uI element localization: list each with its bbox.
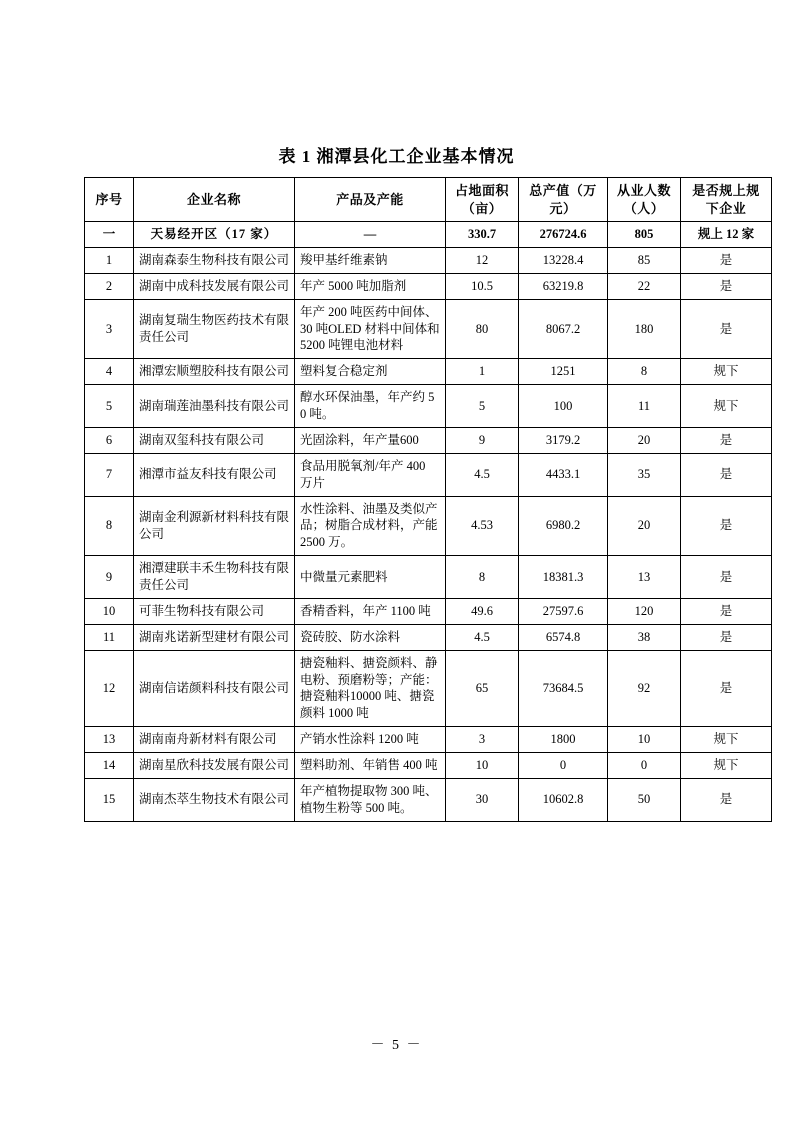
cell-product: 光固涂料，年产量600	[295, 427, 446, 453]
cell-product: 年产植物提取物 300 吨、植物生粉等 500 吨。	[295, 778, 446, 821]
table-row	[85, 427, 772, 453]
table-row	[85, 650, 772, 727]
cell-area: 1	[446, 359, 519, 385]
cell-scale: 是	[681, 556, 772, 599]
cell-product: 搪瓷釉料、搪瓷颜料、静电粉、预磨粉等；产能：搪瓷釉料10000 吨、搪瓷颜料 1000 吨	[295, 650, 446, 727]
cell-name: 湘潭宏顺塑胶科技有限公司	[134, 359, 295, 385]
table-row	[85, 598, 772, 624]
cell-employees: 180	[608, 299, 681, 359]
cell-output-value: 13228.4	[519, 247, 608, 273]
cell-area: 10	[446, 753, 519, 779]
cell-output-value: 3179.2	[519, 427, 608, 453]
cell-product: 羧甲基纤维素钠	[295, 247, 446, 273]
cell-product: 产销水性涂料 1200 吨	[295, 727, 446, 753]
cell-employees: 10	[608, 727, 681, 753]
cell-product: 香精香料，年产 1100 吨	[295, 598, 446, 624]
cell-output-value: 276724.6	[519, 222, 608, 248]
column-header-area: 占地面积（亩）	[446, 178, 519, 222]
cell-scale: 规下	[681, 385, 772, 428]
table-header-row	[85, 178, 772, 222]
cell-serial: 13	[85, 727, 134, 753]
cell-product: 塑料助剂、年销售 400 吨	[295, 753, 446, 779]
table-row	[85, 778, 772, 821]
cell-product: 年产 5000 吨加脂剂	[295, 273, 446, 299]
table-row	[85, 753, 772, 779]
cell-product: 中微量元素肥料	[295, 556, 446, 599]
cell-scale: 是	[681, 778, 772, 821]
cell-area: 10.5	[446, 273, 519, 299]
cell-scale: 是	[681, 247, 772, 273]
cell-employees: 50	[608, 778, 681, 821]
cell-employees: 13	[608, 556, 681, 599]
cell-employees: 805	[608, 222, 681, 248]
cell-employees: 35	[608, 453, 681, 496]
cell-output-value: 1800	[519, 727, 608, 753]
column-header-enterprise-name: 企业名称	[134, 178, 295, 222]
cell-output-value: 8067.2	[519, 299, 608, 359]
cell-area: 5	[446, 385, 519, 428]
cell-serial: 8	[85, 496, 134, 556]
cell-serial: 6	[85, 427, 134, 453]
cell-output-value: 100	[519, 385, 608, 428]
enterprise-table	[84, 177, 772, 822]
cell-scale: 是	[681, 624, 772, 650]
column-header-product-capacity: 产品及产能	[295, 178, 446, 222]
cell-scale: 是	[681, 598, 772, 624]
cell-employees: 20	[608, 496, 681, 556]
cell-output-value: 27597.6	[519, 598, 608, 624]
cell-scale: 是	[681, 453, 772, 496]
cell-scale: 是	[681, 650, 772, 727]
table-row	[85, 453, 772, 496]
cell-product: 醇水环保油墨，年产约 50 吨。	[295, 385, 446, 428]
cell-output-value: 1251	[519, 359, 608, 385]
cell-area: 4.5	[446, 624, 519, 650]
table-body	[85, 222, 772, 822]
cell-employees: 120	[608, 598, 681, 624]
cell-output-value: 6574.8	[519, 624, 608, 650]
cell-name: 湖南森泰生物科技有限公司	[134, 247, 295, 273]
table-row	[85, 273, 772, 299]
cell-scale: 是	[681, 496, 772, 556]
cell-output-value: 0	[519, 753, 608, 779]
cell-name: 湖南金利源新材料科技有限公司	[134, 496, 295, 556]
cell-name: 湖南复瑞生物医药技术有限责任公司	[134, 299, 295, 359]
cell-name: 湖南星欣科技发展有限公司	[134, 753, 295, 779]
cell-area: 330.7	[446, 222, 519, 248]
cell-output-value: 10602.8	[519, 778, 608, 821]
cell-serial: 11	[85, 624, 134, 650]
cell-employees: 38	[608, 624, 681, 650]
cell-scale: 规下	[681, 727, 772, 753]
table-row	[85, 496, 772, 556]
cell-area: 8	[446, 556, 519, 599]
table-row	[85, 385, 772, 428]
table-row	[85, 359, 772, 385]
cell-serial: 2	[85, 273, 134, 299]
column-header-output-value: 总产值（万元）	[519, 178, 608, 222]
cell-area: 30	[446, 778, 519, 821]
cell-name: 可菲生物科技有限公司	[134, 598, 295, 624]
cell-serial: 14	[85, 753, 134, 779]
cell-name: 湘潭市益友科技有限公司	[134, 453, 295, 496]
cell-output-value: 18381.3	[519, 556, 608, 599]
cell-name: 天易经开区（17 家）	[134, 222, 295, 248]
table-row	[85, 247, 772, 273]
cell-area: 49.6	[446, 598, 519, 624]
cell-name: 湖南信诺颜料科技有限公司	[134, 650, 295, 727]
cell-product: 食品用脱氧剂/年产 400 万片	[295, 453, 446, 496]
table-header	[85, 178, 772, 222]
column-header-serial: 序号	[85, 178, 134, 222]
cell-serial: 9	[85, 556, 134, 599]
cell-scale: 规上 12 家	[681, 222, 772, 248]
table-row	[85, 222, 772, 248]
cell-serial: 3	[85, 299, 134, 359]
cell-area: 4.5	[446, 453, 519, 496]
cell-employees: 85	[608, 247, 681, 273]
cell-area: 12	[446, 247, 519, 273]
table-row	[85, 299, 772, 359]
cell-product: 水性涂料、油墨及类似产品；树脂合成材料，产能 2500 万。	[295, 496, 446, 556]
cell-output-value: 63219.8	[519, 273, 608, 299]
cell-product: 年产 200 吨医药中间体、30 吨OLED 材料中间体和 5200 吨锂电池材料	[295, 299, 446, 359]
cell-area: 80	[446, 299, 519, 359]
table-container	[84, 177, 760, 822]
cell-serial: 7	[85, 453, 134, 496]
cell-name: 湖南兆诺新型建材有限公司	[134, 624, 295, 650]
cell-employees: 0	[608, 753, 681, 779]
cell-serial: 15	[85, 778, 134, 821]
page-title: 表 1 湘潭县化工企业基本情况	[278, 147, 515, 166]
cell-scale: 是	[681, 427, 772, 453]
cell-name: 湖南双玺科技有限公司	[134, 427, 295, 453]
cell-output-value: 4433.1	[519, 453, 608, 496]
cell-area: 9	[446, 427, 519, 453]
cell-employees: 11	[608, 385, 681, 428]
cell-scale: 是	[681, 273, 772, 299]
cell-area: 4.53	[446, 496, 519, 556]
cell-scale: 规下	[681, 359, 772, 385]
cell-employees: 22	[608, 273, 681, 299]
cell-name: 湖南南舟新材料有限公司	[134, 727, 295, 753]
cell-name: 湘潭建联丰禾生物科技有限责任公司	[134, 556, 295, 599]
cell-employees: 8	[608, 359, 681, 385]
cell-scale: 规下	[681, 753, 772, 779]
cell-serial: 1	[85, 247, 134, 273]
cell-name: 湖南杰萃生物技术有限公司	[134, 778, 295, 821]
cell-serial: 4	[85, 359, 134, 385]
column-header-scale-type: 是否规上规下企业	[681, 178, 772, 222]
page-number: － 5 －	[370, 1038, 423, 1053]
cell-product: 塑料复合稳定剂	[295, 359, 446, 385]
cell-employees: 92	[608, 650, 681, 727]
cell-area: 3	[446, 727, 519, 753]
cell-output-value: 73684.5	[519, 650, 608, 727]
cell-scale: 是	[681, 299, 772, 359]
cell-employees: 20	[608, 427, 681, 453]
cell-serial: 5	[85, 385, 134, 428]
cell-serial: 一	[85, 222, 134, 248]
column-header-employees: 从业人数（人）	[608, 178, 681, 222]
cell-serial: 12	[85, 650, 134, 727]
cell-name: 湖南中成科技发展有限公司	[134, 273, 295, 299]
table-row	[85, 727, 772, 753]
cell-product: —	[295, 222, 446, 248]
cell-output-value: 6980.2	[519, 496, 608, 556]
table-row	[85, 624, 772, 650]
cell-name: 湖南瑞莲油墨科技有限公司	[134, 385, 295, 428]
cell-area: 65	[446, 650, 519, 727]
cell-product: 瓷砖胶、防水涂料	[295, 624, 446, 650]
cell-serial: 10	[85, 598, 134, 624]
table-row	[85, 556, 772, 599]
